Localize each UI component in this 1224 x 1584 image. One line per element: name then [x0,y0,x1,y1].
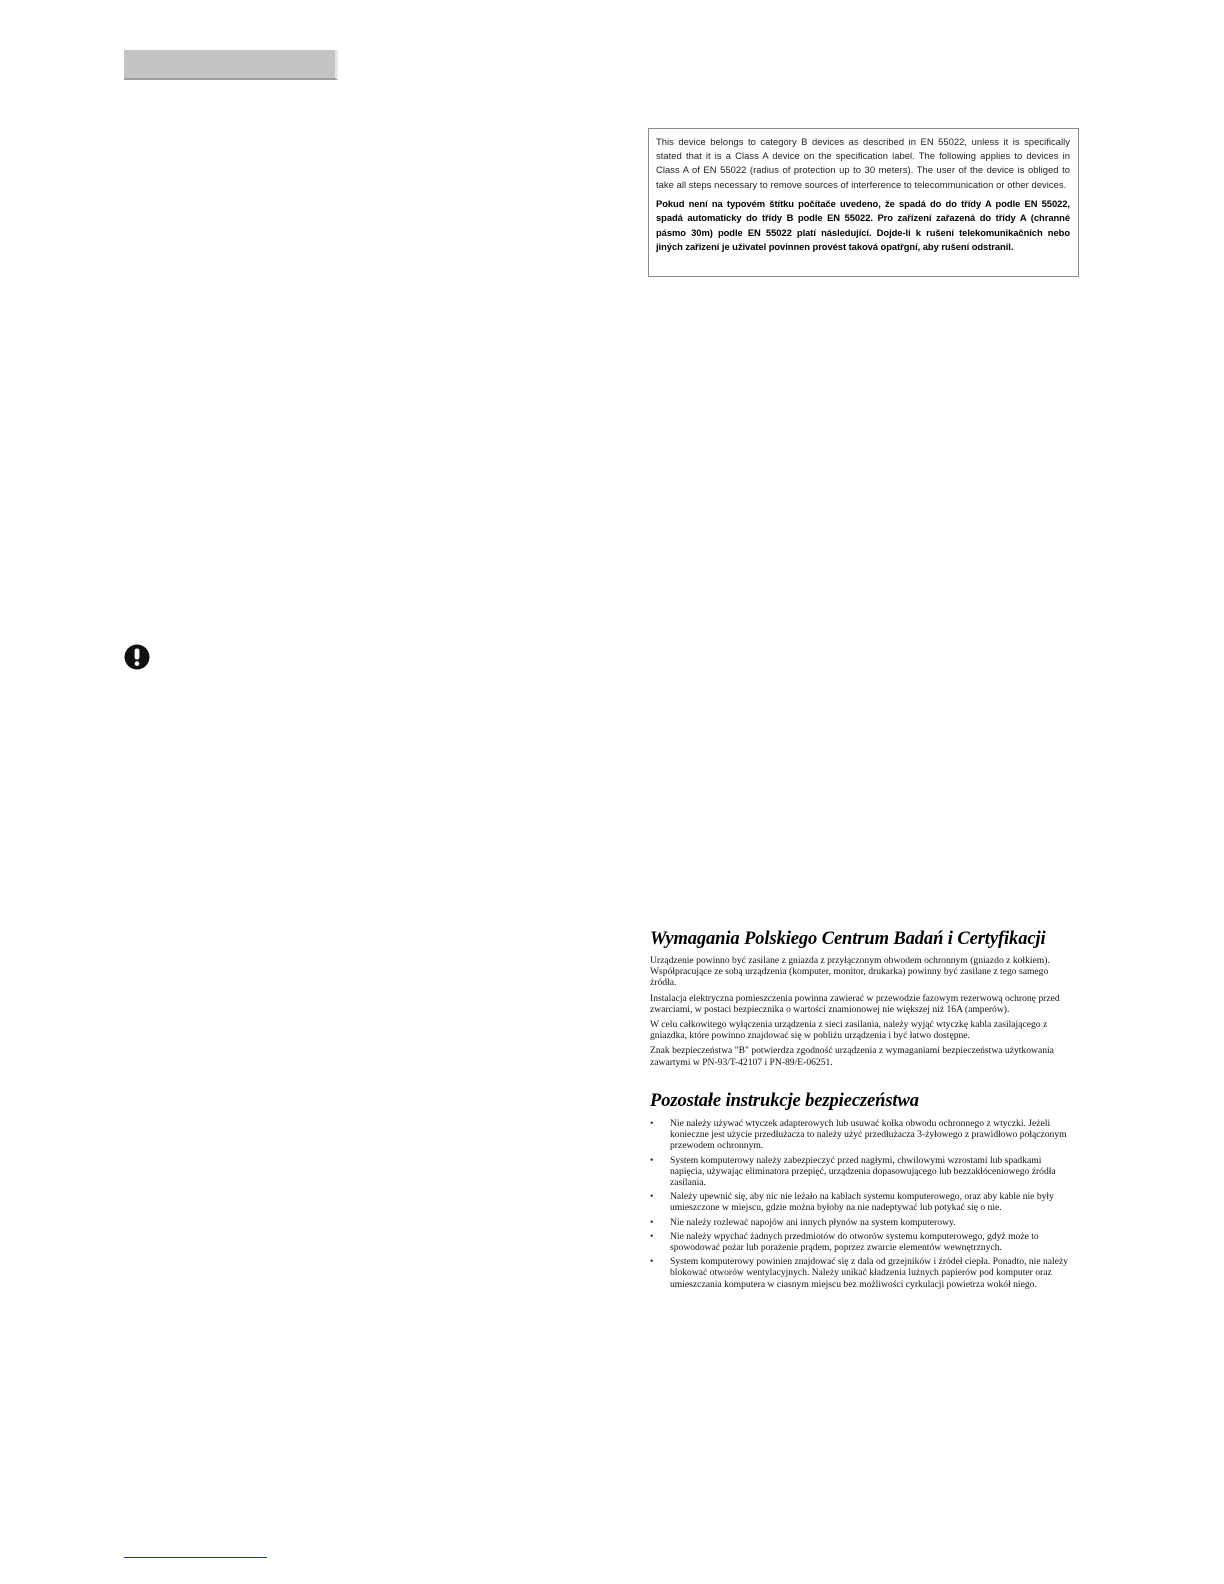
safety-instructions-section [650,1090,1070,1293]
header-tab [124,50,338,80]
safety-title: Pozostałe instrukcje bezpieczeństwa [650,1091,919,1111]
pcbc-paragraph: Instalacja elektryczna pomieszczenia powinna zawierać w przewodzie fazowym rezerwową ochronę przed zwarciami, w postaci bezpiecznika o wartości znamionowej nie większej niż 16A (amperów). [650,992,1060,1015]
footer-rule [124,1557,267,1558]
pcbc-paragraph: W celu całkowitego wyłączenia urządzenia z sieci zasilania, należy wyjąć wtyczkę kabla zasilającego z gniazdka, które powinno znajdować się w pobliżu urządzenia i być łatwo dostępne. [650,1019,1048,1042]
bullet-icon: • [650,1191,654,1203]
list-item [650,1256,1070,1290]
pcbc-title: Wymagania Polskiego Centrum Badań i Certyfikacji [650,929,1046,949]
list-item [650,1118,1070,1152]
bullet-icon: • [650,1154,654,1166]
list-item [650,1231,1070,1253]
list-item [650,1155,1070,1189]
bullet-icon: • [650,1230,654,1242]
list-item-text: System komputerowy należy zabezpieczyć przed nagłymi, chwilowymi wzrostami lub spadkami napięcia, używając eliminatora przepięć, urządzenia dopasowującego lub bezzakłóceniowego źródła zasilania. [670,1154,1056,1189]
list-item-text: Należy upewnić się, aby nic nie leżało na kablach systemu komputerowego, oraz aby kable nie były umieszczone w miejscu, gdzie można byłoby na nie nadeptywać lub potykać się o nie. [670,1191,1054,1214]
list-item [650,1217,1070,1228]
notice-czech-text: Pokud není na typovém štítku počítače uvedeno, že spadá do do třídy A podle EN 55022, spadá automaticky do třídy B podle EN 55022. Pro zařízení zařazená do třídy A (chranné pásmo 30m) podle EN 55022 platí následující. Dojde-li k rušení telekomunikačních nebo jiných zařízení je uživatel povinnen provést taková opatřgní, aby rušení odstranil. [656,197,1070,253]
list-item-text: System komputerowy powinien znajdować się z dala od grzejników i źródeł ciepła. Ponadto, nie należy blokować otworów wentylacyjnych. Należy unikać kładzenia luźnych papierów pod komputer oraz umieszczania komputera w ciasnym miejscu bez możliwości cyrkulacji powietrza wokół niego. [670,1256,1069,1290]
pcbc-paragraph: Urządzenie powinno być zasilane z gniazda z przyłączonym obwodem ochronnym (gniazdo z kołkiem). Współpracujące ze sobą urządzenia (komputer, monitor, drukarka) powinny być zasilane z tego samego źródła. [650,955,1050,989]
notice-english-text: This device belongs to category B devices as described in EN 55022, unless it is specifically stated that it is a Class A device on the specification label. The following applies to devices in Class A of EN 55022 (radius of protection up to 30 meters). The user of the device is obliged to take all steps necessary to remove sources of interference to telecommunication or other devices. [656,136,1070,190]
pcbc-requirements-section [650,928,1070,1072]
en55022-notice-box [648,128,1079,277]
safety-list [650,1118,1070,1290]
list-item-text: Nie należy używać wtyczek adapterowych lub usuwać kołka obwodu ochronnego z wtyczki. Jeżeli konieczne jest użycie przedłużacza to należy użyć przedłużacza 3-żyłowego z prawidłowo połączonym przewodem ochronnym. [670,1118,1067,1152]
list-item-text: Nie należy rozlewać napojów ani innych płynów na system komputerowy. [670,1216,956,1228]
bullet-icon: • [650,1118,654,1129]
list-item [650,1191,1070,1213]
exclamation-circle-icon [124,644,150,670]
bullet-icon: • [650,1216,654,1228]
pcbc-paragraph: Znak bezpieczeństwa "B" potwierdza zgodność urządzenia z wymaganiami bezpieczeństwa użytkowania zawartymi w PN-93/T-42107 i PN-89/E-06251. [650,1045,1054,1068]
bullet-icon: • [650,1256,654,1268]
list-item-text: Nie należy wpychać żadnych przedmiotów do otworów systemu komputerowego, gdyż może to spowodować pożar lub porażenie prądem, poprzez zwarcie elementów wewnętrznych. [670,1230,1039,1254]
